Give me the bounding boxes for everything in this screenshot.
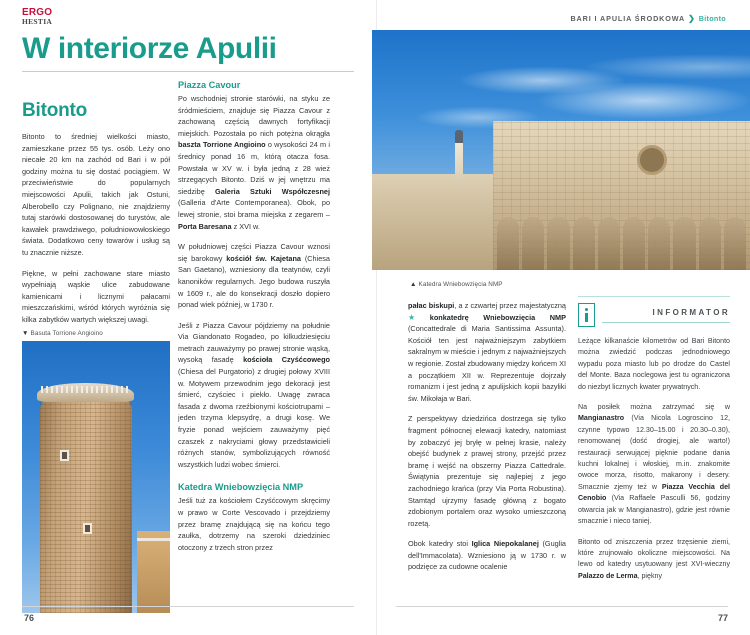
adjacent-building <box>137 531 170 613</box>
heading-bitonto: Bitonto <box>22 100 88 121</box>
ergo-hestia-logo <box>22 8 52 26</box>
info-icon-stem <box>585 313 588 322</box>
heading-piazza-cavour: Piazza Cavour <box>178 80 241 90</box>
page-number-left: 76 <box>24 613 35 623</box>
text-run: Obok katedry stoi <box>408 539 472 549</box>
photo-cathedral-bitonto <box>372 30 750 270</box>
text-run-bold: Palazzo de Lerma <box>578 571 638 580</box>
heading-katedra: Katedra Wniebowzięcia NMP <box>178 482 304 493</box>
text-run: Jeśli z Piazza Cavour pójdziemy na południe Via Giandonato Rogadeo, po kilkudziesięciu metrach zauważymy po prawej stronie wąską, wysoką fasadę <box>178 320 330 365</box>
text-run-bold: Galeria Sztuki Współczesnej <box>215 186 330 196</box>
informator-header <box>578 303 730 327</box>
arch <box>573 217 595 270</box>
text-run: Na posiłek można zatrzymać się w <box>578 403 730 412</box>
text-run-bold: Piazza Vecchia del Cenobio <box>578 482 730 503</box>
text-run-bold: Porta Baresana <box>178 221 232 231</box>
text-run: (Via Nicola Logroscino 12, czynne typowo 12.30–15.00 i 20.30–0.30), renomowanej (dość drogiej, ale warto!) restauracji serwującej pięknie podane dania kuchni lokalnej i włoskiej, m.in. znakomite owoce morza, risotto, makarony i desery. Smacznie zjemy też w <box>578 414 730 491</box>
text-run: (Guglia dell'Immacolata). Wzniesiono ją w 1730 r. w podzięce za cudowne ocalenie <box>408 539 566 572</box>
arch <box>648 217 670 270</box>
star-icon: ★ <box>408 312 416 322</box>
arch <box>497 217 519 270</box>
chevron-down-icon: ▼ <box>22 330 29 337</box>
arch <box>522 217 544 270</box>
tower-window <box>83 523 92 534</box>
paragraph: Z perspektywy dziedzińca dostrzega się tylko fragment północnej elewacji katedry, natomiast by zobaczyć jej bryłę w pełnej krasie, należy obejść budynek z prawej strony, przejść przez bramę i wejść na obszerny Piazza Cattedrale. Świątynia prezentuje się najlepiej z jego zachodniego krańca (przy Via Porta Robustina). Stamtąd ujrzymy fasadę główną z bogato zdobionym portalem oraz wysoko umieszczoną rozetą. <box>408 414 566 528</box>
caption-tower <box>22 330 103 337</box>
folio-divider-right <box>396 606 728 607</box>
paragraph <box>178 241 330 311</box>
text-run-bold: konkatedrę Wniebowzięcia NMP <box>429 312 566 322</box>
breadcrumb <box>570 14 726 23</box>
informator-top-rule <box>578 296 730 297</box>
arch <box>598 217 620 270</box>
tower-battlements <box>37 383 135 402</box>
info-icon-dot <box>585 308 588 311</box>
arch <box>547 217 569 270</box>
arch <box>724 217 746 270</box>
breadcrumb-section[interactable]: BARI I APULIA ŚRODKOWA <box>570 14 686 23</box>
paragraph: Piękne, w pełni zachowane stare miasto wypełniają wąskie ulice zabudowane kamienicami i licznymi pałacami mieszczańskimi, wśród których wyróżnia się kilka zabytków wartych większej uwagi. <box>22 268 170 324</box>
chevron-right-icon: ❯ <box>688 14 696 23</box>
paragraph: Jeśli tuż za kościołem Czyśćcowym skręcimy w prawo w Corte Vescovado i przejdziemy przez bramę znajdującą się na końcu tego zaułka, dotrzemy na szeroki dziedziniec otoczony z trzech stron przez <box>178 496 330 552</box>
column-two <box>178 80 330 553</box>
cathedral-apse <box>493 121 750 270</box>
paragraph <box>578 402 730 527</box>
caption-tower-text: Basuta Torrione Angioino <box>30 330 103 337</box>
text-run: z XVI w. <box>231 221 260 231</box>
text-run: Po wschodniej stronie starówki, na styku ze śródmieściem, znajduje się Piazza Cavour z zachowaną częścią dawnych fortyfikacji miejskich. Pozostała po nich potężna okrągła <box>178 94 330 138</box>
text-run: , piękny <box>637 571 662 580</box>
logo-ergo-text: ERGO <box>22 7 53 18</box>
arch <box>623 217 645 270</box>
text-run: (Galleria d'Arte Contemporanea). Obok, po lewej stronie, stoi brama miejska z zegarem – <box>178 198 330 219</box>
paragraph <box>178 320 330 471</box>
caption-cathedral <box>410 281 503 288</box>
text-run: (Chiesa del Purgatorio) z drugiej połowy XVIII w. Motywem przewodnim jego dekoracji jest śmierć, czyściec i piekło. Uwagę zwraca fasada z dwoma rzeźbionymi kościotrupami – jeden trzyma klepsydrę, a drugi kosę. We fryzie ponad wejściem zauważymy pięć czaszek z nakryciami głowy przedstawicieli różnych stanów, symbolizujących równość wszystkich ludzi wobec śmierci. <box>178 367 330 469</box>
text-run-bold: kościoła Czyśćcowego <box>243 355 330 365</box>
text-run: , a z czwartej przez majestatyczną <box>454 301 566 310</box>
paragraph <box>408 538 566 573</box>
text-run-bold: Mangianastro <box>578 414 625 423</box>
rose-window <box>637 145 667 175</box>
breadcrumb-current[interactable]: Bitonto <box>698 14 726 23</box>
info-icon <box>578 303 595 327</box>
paragraph <box>578 537 730 583</box>
text-run-bold: Iglica Niepokalanej <box>471 539 539 549</box>
paragraph <box>408 300 566 404</box>
title-divider <box>22 71 354 72</box>
text-run: (Via Raffaele Pasculli 56, godziny otwarcia jak w Mangianastro), gdzie jest równie smacznie i nieco taniej. <box>578 494 730 526</box>
page-number-right: 77 <box>717 613 728 623</box>
text-run: o wysokości 24 m i średnicy ponad 16 m, którą otacza fosa. Powstała w XV w. i była jedną z 28 wież strzegących Bitonto. Dziś w jej wnętrzu ma siedzibę <box>178 140 330 196</box>
folio-divider-left <box>22 606 354 607</box>
paragraph: Bitonto to średniej wielkości miasto, zamieszkane przez 55 tys. osób. Leży ono niecałe 20 km na zachód od Bari i w pół godziny można tu się dostać pociągiem. W przeciwieństwie do popularnych miejscowości Apulii, takich jak Ostuni, Alberobello czy Polignano, nie znajdziemy tutaj starówki dostosowanej do turystów, ale kawałek prawdziwego, południowowłoskiego świata. Dodatkowo ceny towarów i usług są tu znacznie niższe. <box>22 132 170 257</box>
text-run: W południowej części Piazza Cavour wznosi się barokowy <box>178 242 330 263</box>
paragraph <box>178 93 330 232</box>
column-one <box>22 100 170 326</box>
chevron-up-icon: ▲ <box>410 281 417 288</box>
page-title: W interiorze Apulii <box>22 32 277 65</box>
photo-torrione-angioino <box>22 341 170 613</box>
arcade-row <box>493 202 750 270</box>
logo-hestia-text: HESTIA <box>22 17 53 26</box>
text-run-bold: baszta Torrione Angioino <box>178 140 266 150</box>
informator-title: INFORMATOR <box>602 308 730 323</box>
paragraph: Leżące kilkanaście kilometrów od Bari Bitonto można zwiedzić podczas jednodniowego wypadu poza miasto lub po drodze do Castel del Monte. Baza noclegowa jest tu ograniczona do niezbyt licznych kwater prywatnych. <box>578 337 730 391</box>
informator-box <box>578 303 730 591</box>
arch <box>673 217 695 270</box>
text-run: (Chiesa San Gaetano), wzniesiony dla teatynów, czyli kanoników regularnych. Jego budowa ruszyła w 1609 r., ale do konsekracji doszło dopiero ponad wiek później, w 1730 r. <box>178 253 330 310</box>
tower-window <box>60 450 69 461</box>
caption-cathedral-text: Katedra Wniebowzięcia NMP <box>418 281 503 288</box>
text-run-bold: kościół św. Kajetana <box>226 253 301 263</box>
text-run: (Concattedrale di Maria Santissima Assunta). Kościół ten jest najważniejszym zabytkiem sakralnym w mieście i jednym z najważniejszych w regionie. Został zbudowany między końcem XI a początkiem XII w. Reprezentuje dojrzały romanizm i jest jedną z apulijskich kopii bazyliki św. Mikołaja w Bari. <box>408 324 566 403</box>
cathedral-side-wall <box>372 174 508 270</box>
column-three <box>408 300 566 573</box>
tower-masonry <box>40 390 132 613</box>
text-run-bold: pałac biskupi <box>408 301 455 310</box>
column-statue <box>455 130 463 188</box>
text-run: Bitonto od zniszczenia przez trzęsienie ziemi, które zrujnowało okoliczne miejscowości. Na lewo od katedry usytuowany jest XVI-wieczny <box>578 537 730 569</box>
arch <box>699 217 721 270</box>
